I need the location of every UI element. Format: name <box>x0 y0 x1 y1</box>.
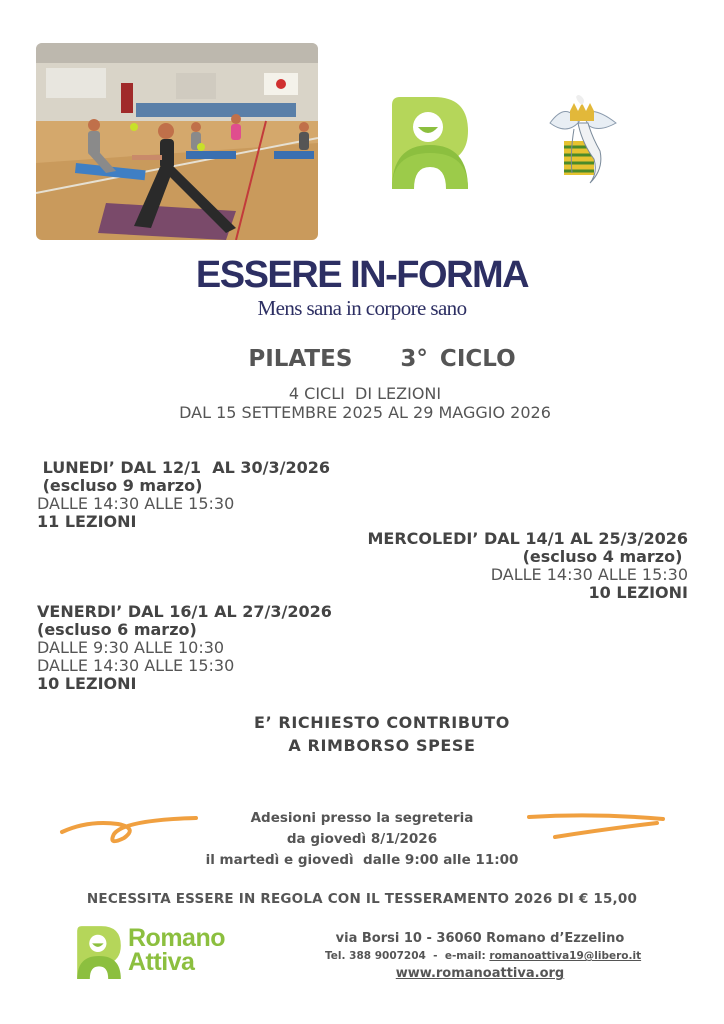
friday-excluded: (escluso 6 marzo) <box>37 620 197 639</box>
membership-note: NECESSITA ESSERE IN REGOLA CON IL TESSERAMENTO 2026 DI € 15,00 <box>86 891 638 907</box>
address: via Borsi 10 - 36060 Romano d’Ezzelino <box>335 931 625 946</box>
romano-attiva-logo <box>388 95 472 189</box>
phone-text: Tel. 388 9007204 - e-mail: <box>325 950 490 962</box>
schedule-wednesday <box>300 530 688 602</box>
brand-line-2: Attiva <box>128 948 195 976</box>
email-link[interactable]: romanoattiva19@libero.it <box>489 950 642 962</box>
schedule-monday <box>37 459 437 531</box>
registration-line-3: il martedì e giovedì dalle 9:00 alle 11:00 <box>205 852 519 868</box>
monday-title: LUNEDI’ DAL 12/1 AL 30/3/2026 <box>37 458 330 477</box>
contact-info <box>325 929 642 983</box>
wednesday-time: DALLE 14:30 ALLE 15:30 <box>490 565 688 584</box>
registration-line-2: da giovedì 8/1/2026 <box>286 831 438 847</box>
monday-time: DALLE 14:30 ALLE 15:30 <box>37 494 235 513</box>
contribution-line-2: A RIMBORSO SPESE <box>288 736 476 755</box>
schedule-friday <box>37 603 437 693</box>
page-title: ESSERE IN-FORMA <box>195 254 529 296</box>
course-cycles: 4 CICLI DI LEZIONI <box>288 384 442 403</box>
monday-lessons: 11 LEZIONI <box>37 512 137 531</box>
coat-of-arms <box>548 93 618 185</box>
class-photo <box>36 43 318 240</box>
page-subtitle: Mens sana in corpore sano <box>257 296 467 320</box>
contribution-line-1: E’ RICHIESTO CONTRIBUTO <box>254 713 510 732</box>
wednesday-title: MERCOLEDI’ DAL 14/1 AL 25/3/2026 <box>367 529 688 548</box>
website-link[interactable]: www.romanoattiva.org <box>395 966 565 981</box>
friday-time-afternoon: DALLE 14:30 ALLE 15:30 <box>37 656 235 675</box>
friday-lessons: 10 LEZIONI <box>37 674 137 693</box>
registration-line-1: Adesioni presso la segreteria <box>250 810 474 826</box>
monday-excluded: (escluso 9 marzo) <box>37 476 203 495</box>
wednesday-lessons: 10 LEZIONI <box>588 583 688 602</box>
footer-brand-name <box>128 926 225 974</box>
registration-info <box>0 808 724 871</box>
phone-email <box>325 948 642 965</box>
brand-line-1: Romano <box>128 924 225 952</box>
contribution-note <box>0 711 724 757</box>
friday-time-morning: DALLE 9:30 ALLE 10:30 <box>37 638 225 657</box>
wednesday-excluded: (escluso 4 marzo) <box>522 547 688 566</box>
course-period: DAL 15 SETTEMBRE 2025 AL 29 MAGGIO 2026 <box>179 403 551 422</box>
course-name <box>0 346 724 372</box>
friday-title: VENERDI’ DAL 16/1 AL 27/3/2026 <box>37 602 332 621</box>
course-name-text: PILATES 3° CICLO <box>248 346 516 372</box>
